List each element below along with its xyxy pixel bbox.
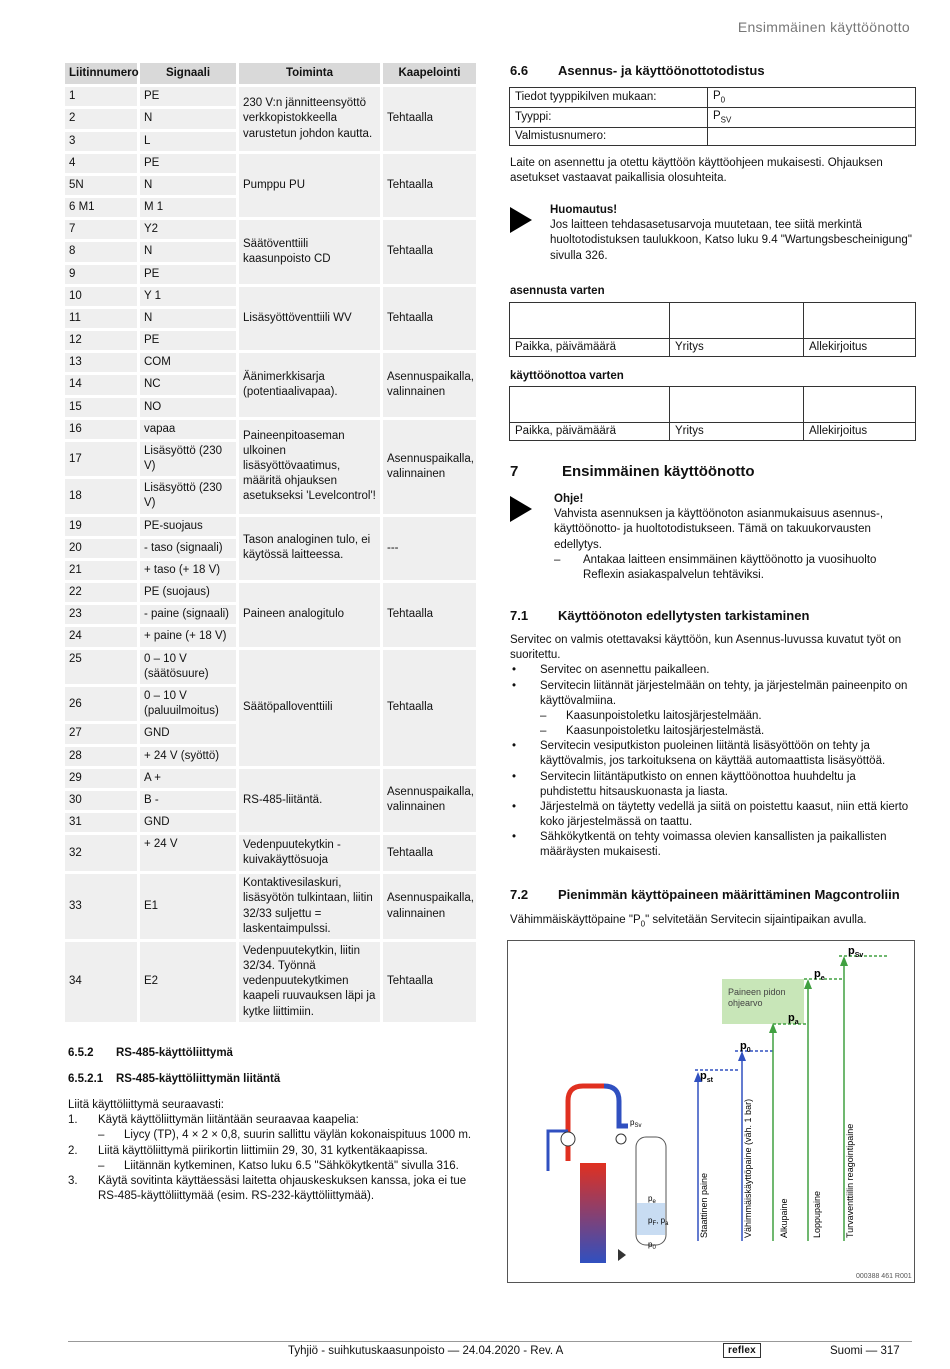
- cell-function: Säätöpalloventtiili: [239, 650, 380, 766]
- cell-terminal: 14: [65, 375, 137, 394]
- sub-text: Kaasunpoistoletku laitosjärjestelmään.: [566, 709, 762, 722]
- note-box: [510, 203, 915, 264]
- cell-signal: NC: [140, 375, 236, 394]
- signature-field[interactable]: [804, 303, 916, 339]
- cell-signal: L: [140, 132, 236, 151]
- cell-function: Paineenpitoaseman ulkoinen lisäsyöttövaatimus, määritä ohjauksen asetukseksi 'Levelcontrol'!: [239, 420, 380, 514]
- cell-signal: M 1: [140, 198, 236, 217]
- list-item: [68, 1174, 473, 1204]
- cell-signal: E1: [140, 874, 236, 939]
- table-row: [65, 835, 476, 871]
- heading-number: 7.2: [510, 887, 529, 902]
- bullet-text: Servitecin liitännät järjestelmään on tehty, ja järjestelmän paineenpito on käyttövalmiina.: [540, 679, 908, 707]
- cell-terminal: 7: [65, 220, 137, 239]
- heading-7-2: [510, 886, 900, 903]
- sub-list-item: – Kaasunpoistoletku laitosjärjestelmästä.: [510, 724, 915, 739]
- table-row: [65, 220, 476, 239]
- cell-function: Lisäsyöttöventtiili WV: [239, 287, 380, 351]
- signature-label: Allekirjoitus: [804, 339, 916, 357]
- label-pe: $p_e$: [814, 968, 825, 982]
- cell-cabling: Tehtaalla: [383, 154, 476, 218]
- cell-terminal: 34: [65, 942, 137, 1022]
- step-text: Liitä käyttöliittymä piirikortin liittimiin 29, 30, 31 kytkentäkaapissa.: [98, 1144, 428, 1157]
- sub-list-item: – Liitännän kytkeminen, Katso luku 6.5 "Sähkökytkentä" sivulla 316.: [68, 1159, 473, 1174]
- cell-function: Säätöventtiili kaasunpoisto CD: [239, 220, 380, 284]
- cell-cabling: Tehtaalla: [383, 835, 476, 871]
- sub-text: Liycy (TP), 4 × 2 × 0,8, suurin sallittu väylän kokonaispituus 1000 m.: [124, 1129, 472, 1142]
- heading-6-5-2-1: [68, 1072, 280, 1087]
- cell-signal: NO: [140, 398, 236, 417]
- cell-terminal: 25: [65, 650, 137, 684]
- cell-value-serial: [708, 127, 916, 145]
- signature-space-row: [510, 387, 916, 423]
- col-header-terminal: Liitinnumero: [65, 63, 137, 84]
- cell-signal: Lisäsyöttö (230 V): [140, 479, 236, 513]
- table-row: [65, 583, 476, 602]
- step-number: 1.: [68, 1114, 78, 1127]
- requirements-section: [510, 633, 915, 861]
- cell-signal: vapaa: [140, 420, 236, 439]
- list-item: • Servitec on asennettu paikalleen.: [510, 663, 915, 678]
- cell-label: Valmistusnumero:: [510, 127, 708, 145]
- signature-space-row: [510, 303, 916, 339]
- heading-title: RS-485-käyttöliittymä: [116, 1047, 233, 1059]
- pressure-diagram-svg: [508, 941, 914, 1282]
- cell-cabling: Tehtaalla: [383, 287, 476, 351]
- cell-signal: A +: [140, 769, 236, 788]
- cell-cabling: ---: [383, 517, 476, 581]
- heading-number: 7.1: [510, 608, 529, 623]
- cell-cabling: Asennuspaikalla, valinnainen: [383, 420, 476, 514]
- cell-terminal: 3: [65, 132, 137, 151]
- cell-signal: + taso (+ 18 V): [140, 561, 236, 580]
- list-item: • Järjestelmä on täytetty vedellä ja siitä on poistettu kaasut, niin että kierto koko järjestelmässä on taattu.: [510, 800, 915, 830]
- table-row: [65, 87, 476, 106]
- cell-cabling: Asennuspaikalla, valinnainen: [383, 874, 476, 939]
- arrow-head-icon: [804, 979, 812, 989]
- cell-terminal: 5N: [65, 176, 137, 195]
- requirements-intro: Servitec on valmis otettavaksi käyttöön, kun Asennus-luvussa kuvatut työt on suoritettu.: [510, 634, 902, 662]
- heading-number: 7: [510, 463, 519, 480]
- cell-terminal: 4: [65, 154, 137, 173]
- cell-terminal: 12: [65, 331, 137, 350]
- cell-terminal: 17: [65, 442, 137, 476]
- cell-function: Vedenpuutekytkin, liitin 32/34. Työnnä vedenpuutekytkimen kaapeli ruuvauksen läpi ja kytke liittimiin.: [239, 942, 380, 1022]
- label-final-pressure: Loppupaine: [812, 1190, 822, 1238]
- table-row: [65, 353, 476, 372]
- arrow-head-icon: [738, 1051, 746, 1061]
- table-row: [510, 88, 916, 108]
- list-item: [68, 1113, 473, 1128]
- footer-divider: [68, 1341, 912, 1342]
- signature-label: Allekirjoitus: [804, 423, 916, 441]
- col-header-cabling: Kaapelointi: [383, 63, 476, 84]
- cell-signal: COM: [140, 353, 236, 372]
- sub-list-item: – Kaasunpoistoletku laitosjärjestelmään.: [510, 709, 915, 724]
- cell-terminal: 30: [65, 791, 137, 810]
- cell-terminal: 22: [65, 583, 137, 602]
- signature-label-row: [510, 339, 916, 357]
- cell-signal: PE: [140, 154, 236, 173]
- heading-7-1: [510, 607, 809, 624]
- page-header-title: Ensimmäinen käyttöönotto: [737, 19, 910, 35]
- table-row: [510, 127, 916, 145]
- heading-6-6: [510, 62, 765, 79]
- step-text: Käytä käyttöliittymän liitäntään seuraavaa kaapelia:: [98, 1114, 359, 1127]
- heater-icon: [580, 1163, 606, 1263]
- tank-label-pe: $p_e$: [648, 1194, 656, 1205]
- intro-text: Liitä käyttöliittymä seuraavasti:: [68, 1099, 224, 1111]
- hint-box: [510, 492, 915, 583]
- bullet-text: Servitecin liitäntäputkisto on ennen käyttöönottoa huuhdeltu ja puhdistettu hitsauskuonasta ja liasta.: [540, 770, 856, 798]
- cell-cabling: Tehtaalla: [383, 583, 476, 647]
- cell-signal: N: [140, 309, 236, 328]
- label-static-pressure: Staattinen paine: [699, 1172, 709, 1238]
- cell-signal: N: [140, 109, 236, 128]
- heading-title: Ensimmäinen käyttöönotto: [562, 463, 755, 480]
- sub-text: Kaasunpoistoletku laitosjärjestelmästä.: [566, 725, 765, 738]
- signature-field[interactable]: [510, 387, 670, 423]
- cell-label: Tyyppi:: [510, 107, 708, 127]
- commissioning-signature-table: [509, 386, 916, 441]
- cell-terminal: 18: [65, 479, 137, 513]
- list-item: • Servitecin liitäntäputkisto on ennen käyttöönottoa huuhdeltu ja puhdistettu hitsauskuonasta ja liasta.: [510, 770, 915, 800]
- tank-label-pfpa: $p_F$, $p_a$: [648, 1216, 669, 1227]
- heading-7: [510, 462, 755, 482]
- cell-signal: + 24 V (syöttö): [140, 747, 236, 766]
- note-title: Huomautus!: [550, 204, 618, 216]
- cell-terminal: 20: [65, 539, 137, 558]
- label-pa: $p_a$: [788, 1012, 799, 1026]
- cell-value-psv: $P_{SV}$: [708, 107, 916, 127]
- cell-signal: Y 1: [140, 287, 236, 306]
- cell-function: Pumppu PU: [239, 154, 380, 218]
- company-label: Yritys: [670, 423, 804, 441]
- cell-function: 230 V:n jännitteensyöttö verkkopistokkeella varustetun johdon kautta.: [239, 87, 380, 151]
- cell-signal: E2: [140, 942, 236, 1022]
- table-row: [65, 874, 476, 939]
- cell-value-p0: $P_0$: [708, 88, 916, 108]
- cell-signal: + paine (+ 18 V): [140, 627, 236, 646]
- signature-field[interactable]: [670, 303, 804, 339]
- cell-terminal: 31: [65, 813, 137, 832]
- cell-signal: PE: [140, 87, 236, 106]
- arrow-head-icon: [840, 956, 848, 966]
- list-item: • Sähkökytkentä on tehty voimassa olevien kansallisten ja paikallisten määräysten mukaisesti.: [510, 830, 915, 860]
- typeplate-table: [509, 87, 916, 146]
- heading-6-5-2: [68, 1046, 233, 1061]
- cell-signal: 0 – 10 V (säätösuure): [140, 650, 236, 684]
- red-pipe: [568, 1086, 604, 1161]
- rs485-instructions: [68, 1098, 473, 1204]
- cell-function: Kontaktivesilaskuri, lisäsyötön tulkintaan, liitin 32/33 suljettu = laskentaimpulssi.: [239, 874, 380, 939]
- heading-number: 6.6: [510, 63, 529, 78]
- col-header-function: Toiminta: [239, 63, 380, 84]
- cell-signal: + 24 V: [140, 835, 236, 871]
- footer-brand-logo: reflex: [723, 1343, 761, 1358]
- bullet-text: Järjestelmä on täytetty vedellä ja siitä on poistettu kaasut, niin että kierto koko järjestelmässä on taattu.: [540, 800, 909, 829]
- cell-signal: N: [140, 176, 236, 195]
- cell-label: Tiedot tyyppikilven mukaan:: [510, 88, 708, 108]
- gauge-icon: [616, 1134, 626, 1144]
- cell-signal: B -: [140, 791, 236, 810]
- cell-signal: N: [140, 242, 236, 261]
- cell-terminal: 16: [65, 420, 137, 439]
- commissioning-label: käyttöönottoa varten: [510, 370, 624, 382]
- cell-terminal: 27: [65, 724, 137, 743]
- table-row: [65, 420, 476, 439]
- label-safety-valve: Turvaventtiilin reagointipaine: [845, 1123, 855, 1238]
- cell-terminal: 2: [65, 109, 137, 128]
- cell-signal: 0 – 10 V (paluuilmoitus): [140, 687, 236, 721]
- cell-terminal: 24: [65, 627, 137, 646]
- cell-signal: PE: [140, 331, 236, 350]
- cell-cabling: Tehtaalla: [383, 87, 476, 151]
- heading-title: Käyttöönoton edellytysten tarkistaminen: [558, 608, 810, 623]
- bullet-text: Servitec on asennettu paikalleen.: [540, 664, 710, 677]
- pump-icon: [561, 1132, 575, 1146]
- installation-signature-table: [509, 302, 916, 357]
- pressure-diagram: [507, 940, 915, 1283]
- table-row: [65, 769, 476, 788]
- sub-text: Liitännän kytkeminen, Katso luku 6.5 "Sähkökytkentä" sivulla 316.: [124, 1159, 459, 1172]
- table-row: [510, 107, 916, 127]
- valve-icon: [618, 1249, 626, 1261]
- cell-cabling: Asennuspaikalla, valinnainen: [383, 769, 476, 833]
- label-min-pressure: Vähimmäiskäyttöpaine (väh. 1 bar): [743, 1098, 753, 1238]
- cell-terminal: 15: [65, 398, 137, 417]
- cell-signal: PE (suojaus): [140, 583, 236, 602]
- cell-cabling: Tehtaalla: [383, 942, 476, 1022]
- cell-terminal: 23: [65, 605, 137, 624]
- diagram-code: 000388 461 R001: [856, 1273, 912, 1280]
- certificate-paragraph: Laite on asennettu ja otettu käyttöön käyttöohjeen mukaisesti. Ohjauksen asetukset vastaavat paikallisia olosuhteita.: [510, 157, 883, 185]
- arrow-icon: [510, 207, 532, 233]
- cell-function: RS-485-liitäntä.: [239, 769, 380, 833]
- col-header-signal: Signaali: [140, 63, 236, 84]
- signature-field[interactable]: [510, 303, 670, 339]
- footer-page-number: Suomi — 317: [830, 1345, 900, 1357]
- list-item: • Servitecin liitännät järjestelmään on tehty, ja järjestelmän paineenpito on käyttövalmiina.: [510, 679, 915, 709]
- min-pressure-paragraph: Vähimmäiskäyttöpaine "$P_0$" selvitetään Servitecin sijaintipaikan avulla.: [510, 914, 867, 929]
- cell-cabling: Tehtaalla: [383, 220, 476, 284]
- cell-signal: Lisäsyöttö (230 V): [140, 442, 236, 476]
- table-row: [65, 517, 476, 536]
- signature-label-row: [510, 423, 916, 441]
- cell-terminal: 28: [65, 747, 137, 766]
- table-row: [65, 287, 476, 306]
- place-date-label: Paikka, päivämäärä: [510, 423, 670, 441]
- tank-label-p0: $p_0$: [648, 1240, 656, 1251]
- signature-field[interactable]: [804, 387, 916, 423]
- heading-title: Asennus- ja käyttöönottotodistus: [558, 63, 765, 78]
- table-row: [65, 154, 476, 173]
- hint-dash-item: – Antakaa laitteen ensimmäinen käyttöönotto ja vuosihuolto Reflexin asiakaspalvelun tehtäviksi.: [554, 553, 915, 583]
- cell-terminal: 32: [65, 835, 137, 871]
- hint-dash-text: Antakaa laitteen ensimmäinen käyttöönotto ja vuosihuolto Reflexin asiakaspalvelun tehtäviksi.: [583, 553, 877, 581]
- cell-terminal: 11: [65, 309, 137, 328]
- cell-terminal: 8: [65, 242, 137, 261]
- cell-terminal: 10: [65, 287, 137, 306]
- arrow-icon: [510, 496, 532, 522]
- cell-terminal: 1: [65, 87, 137, 106]
- signature-field[interactable]: [670, 387, 804, 423]
- table-row: [65, 942, 476, 1022]
- bullet-text: Sähkökytkentä on tehty voimassa olevien kansallisten ja paikallisten määräysten mukaisesti.: [540, 831, 887, 859]
- cell-signal: - paine (signaali): [140, 605, 236, 624]
- list-item: [68, 1144, 473, 1159]
- cell-terminal: 21: [65, 561, 137, 580]
- blue-pipe: [604, 1086, 628, 1126]
- company-label: Yritys: [670, 339, 804, 357]
- cell-signal: PE: [140, 265, 236, 284]
- footer-document-info: Tyhjiö - suihkutuskaasunpoisto — 24.04.2020 - Rev. A: [288, 1345, 564, 1357]
- hint-text: Vahvista asennuksen ja käyttöönoton asianmukaisuus asennus-, käyttöönotto- ja huoltotodistukseen. Tämä on takuukorvausten edellytys.: [554, 508, 884, 551]
- label-initial-pressure: Alkupaine: [779, 1198, 789, 1238]
- cell-function: Vedenpuutekytkin - kuivakäyttösuoja: [239, 835, 380, 871]
- cell-terminal: 19: [65, 517, 137, 536]
- cell-function: Tason analoginen tulo, ei käytössä laitteessa.: [239, 517, 380, 581]
- valve-label-psv: $p_{Sv}$: [630, 1118, 642, 1129]
- heading-number: 6.5.2.1: [68, 1073, 104, 1085]
- label-pst: $p_{st}$: [700, 1070, 713, 1084]
- cell-signal: PE-suojaus: [140, 517, 236, 536]
- list-item: • Servitecin vesiputkiston puoleinen liitäntä lisäsyöttöön on tehty ja käyttövalmis, jos tarkoituksena on käyttää automaattista lisäsyöttöä.: [510, 739, 915, 769]
- table-row: [65, 650, 476, 684]
- cell-terminal: 29: [65, 769, 137, 788]
- bullet-text: Servitecin vesiputkiston puoleinen liitäntä lisäsyöttöön on tehty ja käyttövalmis, jos tarkoituksena on käyttää automaattista lisäsyöttöä.: [540, 740, 886, 768]
- cell-signal: GND: [140, 724, 236, 743]
- cell-signal: GND: [140, 813, 236, 832]
- heading-title: Pienimmän käyttöpaineen määrittäminen Magcontroliin: [558, 887, 900, 902]
- cell-function: Paineen analogitulo: [239, 583, 380, 647]
- setpoint-box-text-1: Paineen pidon: [728, 987, 786, 997]
- sub-list-item: – Liycy (TP), 4 × 2 × 0,8, suurin sallittu väylän kokonaispituus 1000 m.: [68, 1128, 473, 1143]
- cell-terminal: 33: [65, 874, 137, 939]
- installation-label: asennusta varten: [510, 285, 605, 297]
- cell-signal: - taso (signaali): [140, 539, 236, 558]
- step-number: 2.: [68, 1144, 78, 1157]
- label-p0: $p_0$: [740, 1040, 751, 1054]
- heading-title: RS-485-käyttöliittymän liitäntä: [116, 1073, 281, 1085]
- place-date-label: Paikka, päivämäärä: [510, 339, 670, 357]
- setpoint-box-text-2: ohjearvo: [728, 998, 763, 1008]
- cell-signal: Y2: [140, 220, 236, 239]
- terminal-table: [62, 60, 479, 1025]
- cell-terminal: 9: [65, 265, 137, 284]
- step-number: 3.: [68, 1174, 78, 1187]
- step-text: Käytä sovitinta käyttäessäsi laitetta ohjauskeskuksen kanssa, joka ei tue RS-485-käyttöliittymää (esim. RS-232-käyttöliittymää).: [98, 1174, 467, 1203]
- cell-function: Äänimerkkisarja (potentiaalivapaa).: [239, 353, 380, 417]
- table-header-row: [65, 63, 476, 84]
- cell-terminal: 13: [65, 353, 137, 372]
- label-psv: $p_{Sv}$: [848, 945, 864, 959]
- cell-terminal: 26: [65, 687, 137, 721]
- note-text: Jos laitteen tehdasasetusarvoja muutetaan, tee siitä merkintä huoltotodistuksen taulukkoon, Katso luku 9.4 "Wartungsbescheinigung" sivulla 326.: [550, 219, 912, 262]
- cell-cabling: Tehtaalla: [383, 650, 476, 766]
- hint-title: Ohje!: [554, 493, 584, 505]
- cell-terminal: 6 M1: [65, 198, 137, 217]
- heading-number: 6.5.2: [68, 1047, 94, 1059]
- cell-cabling: Asennuspaikalla, valinnainen: [383, 353, 476, 417]
